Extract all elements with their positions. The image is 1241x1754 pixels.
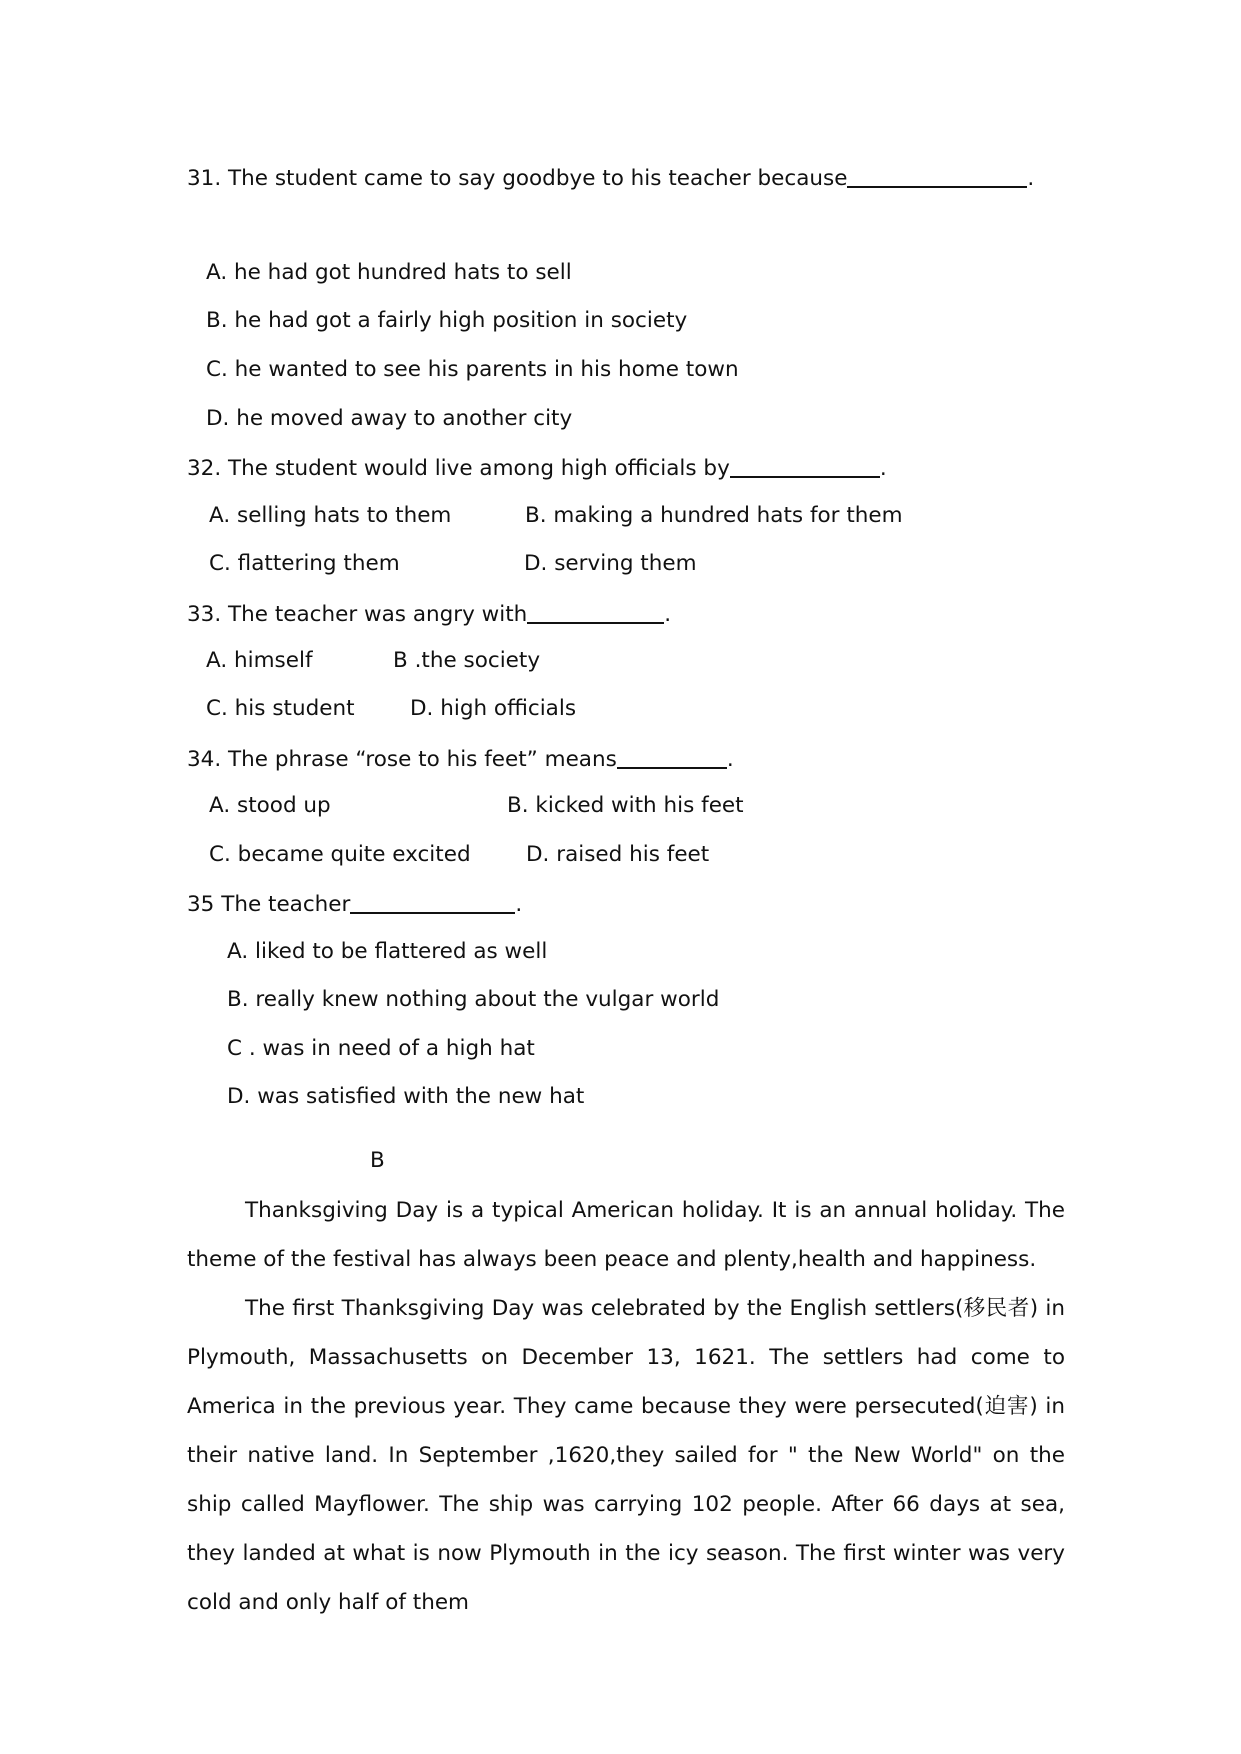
answer-blank	[350, 892, 515, 914]
question-33-stem: 33. The teacher was angry with .	[187, 602, 672, 627]
option-b: B. kicked with his feet	[507, 793, 744, 818]
option-c: C. flattering them	[209, 551, 400, 576]
option-a: A. liked to be flattered as well	[227, 939, 548, 964]
section-heading: B	[370, 1148, 385, 1173]
option-a: A. he had got hundred hats to sell	[206, 260, 572, 285]
option-d: D. serving them	[524, 551, 697, 576]
option-c: C. he wanted to see his parents in his home town	[206, 357, 739, 382]
question-stem-text: 35 The teacher	[187, 892, 351, 917]
option-c: C. his student	[206, 696, 355, 721]
question-32-stem: 32. The student would live among high officials by .	[187, 456, 887, 481]
answer-blank	[847, 166, 1027, 188]
reading-paragraph: The first Thanksgiving Day was celebrated by the English settlers(移民者) in Plymouth, Massachusetts on December 13, 1621. The settlers had come to America in the previous year. They came because they were persecuted(迫害) in their native land. In September ,1620,they sailed for " the New World" on the ship called Mayflower. The ship was carrying 102 people. After 66 days at sea, they landed at what is now Plymouth in the icy season. The first winter was very cold and only half of them	[187, 1296, 1065, 1615]
question-31-stem: 31. The student came to say goodbye to his teacher because .	[187, 166, 1035, 191]
answer-blank	[527, 602, 664, 624]
option-b: B .the society	[393, 648, 541, 673]
reading-paragraph: Thanksgiving Day is a typical American holiday. It is an annual holiday. The theme of the festival has always been peace and plenty,health and happiness.	[187, 1198, 1065, 1272]
option-a: A. stood up	[209, 793, 331, 818]
answer-blank	[617, 747, 727, 769]
option-d: D. he moved away to another city	[206, 406, 573, 431]
option-a: A. selling hats to them	[209, 503, 452, 528]
question-stem-text: 31. The student came to say goodbye to his teacher because	[187, 166, 848, 191]
option-b: B. really knew nothing about the vulgar world	[227, 987, 720, 1012]
question-34-stem: 34. The phrase “rose to his feet” means .	[187, 747, 734, 772]
answer-blank	[730, 456, 880, 478]
option-c: C . was in need of a high hat	[227, 1036, 535, 1061]
option-d: D. high officials	[410, 696, 577, 721]
question-stem-text: 34. The phrase “rose to his feet” means	[187, 747, 617, 772]
option-c: C. became quite excited	[209, 842, 471, 867]
option-b: B. he had got a fairly high position in society	[206, 308, 688, 333]
option-b: B. making a hundred hats for them	[525, 503, 903, 528]
question-35-stem: 35 The teacher .	[187, 892, 523, 917]
option-d: D. was satisfied with the new hat	[227, 1084, 585, 1109]
option-d: D. raised his feet	[526, 842, 710, 867]
question-stem-text: 32. The student would live among high officials by	[187, 456, 730, 481]
option-a: A. himself	[206, 648, 313, 673]
question-stem-text: 33. The teacher was angry with	[187, 602, 528, 627]
